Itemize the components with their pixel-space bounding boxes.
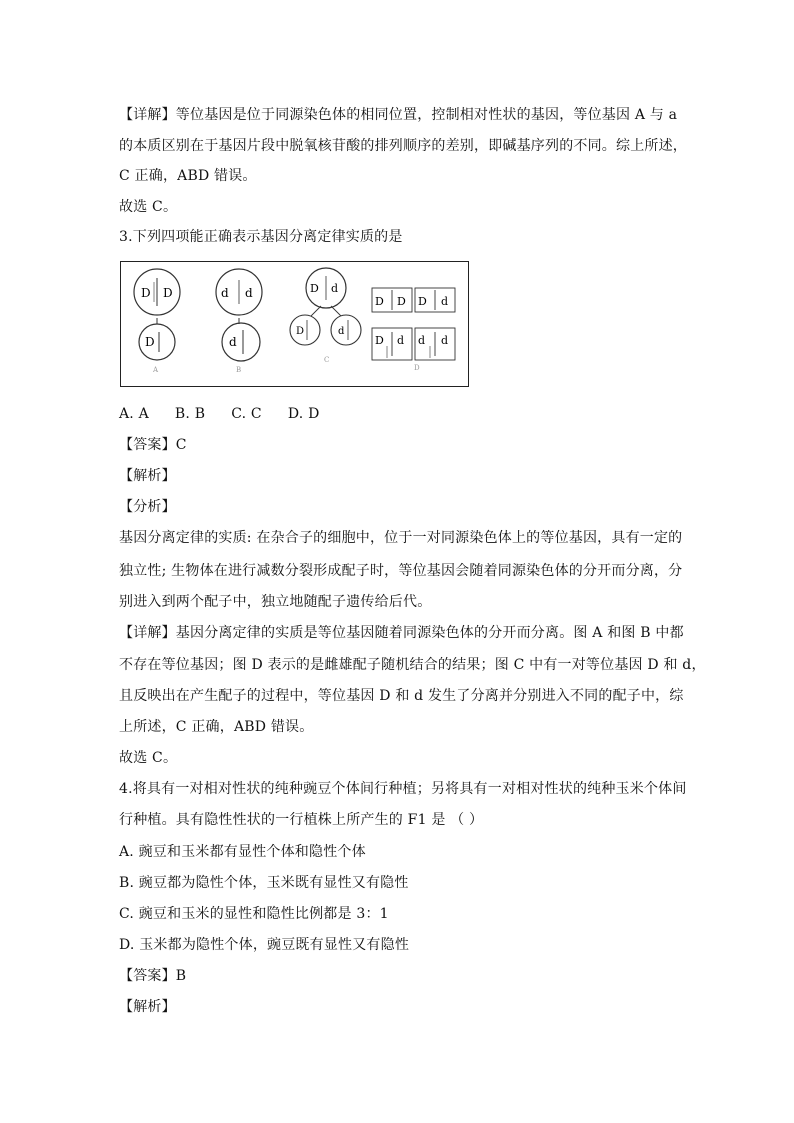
detail-3-line-3: 且反映出在产生配子的过程中，等位基因 D 和 d 发生了分离并分别进入不同的配子中，综 [119, 688, 684, 704]
figure-c-bottom-right: d [338, 326, 345, 337]
figure-d-cell-7: d [418, 334, 426, 347]
figure-c-top-left: D [310, 282, 319, 295]
option-c[interactable]: C. C [231, 406, 262, 422]
detail-3-line-2: 不存在等位基因；图 D 表示的是雌雄配子随机结合的结果；图 C 中有一对等位基因 D 和 d， [119, 657, 706, 673]
detail-line-3: C 正确，ABD 错误。 [119, 168, 257, 184]
detail-line-2: 的本质区别在于基因片段中脱氧核苷酸的排列顺序的差别，即碱基序列的不同。综上所述， [119, 138, 687, 154]
figure-a-label: A [153, 366, 159, 374]
figure-c-bottom-left: D [296, 326, 305, 337]
detail-3-line-1: 【详解】基因分离定律的实质是等位基因随着同源染色体的分开而分离。图 A 和图 B 中都 [119, 625, 684, 641]
conclusion-line: 故选 C。 [119, 199, 178, 215]
figure-a-top-left: D [141, 286, 151, 300]
chromosome-diagram [121, 262, 468, 386]
answer-label-3: 【答案】C [119, 437, 187, 453]
figure-panel-a [134, 269, 180, 360]
question-4-option-c[interactable]: C. 豌豆和玉米的显性和隐性比例都是 3：1 [119, 906, 389, 922]
analysis-line-1: 基因分离定律的实质: 在杂合子的细胞中，位于一对同源染色体上的等位基因，具有一定的 [119, 530, 683, 546]
figure-a-top-right: D [163, 286, 173, 300]
figure-c-top-right: d [331, 282, 339, 295]
figure-d-cell-2: D [397, 295, 406, 308]
figure-a-bottom: D [145, 335, 155, 349]
question-3-options [119, 404, 346, 424]
question-3-figure [120, 261, 469, 387]
question-4-option-d[interactable]: D. 玉米都为隐性个体，豌豆既有显性又有隐性 [119, 937, 410, 953]
question-4-stem-2: 行种植。具有隐性性状的一行植株上所产生的 F1 是 （ ） [119, 812, 484, 828]
conclusion-3: 故选 C。 [119, 750, 178, 766]
detail-line-1: 【详解】等位基因是位于同源染色体的相同位置，控制相对性状的基因，等位基因 A 与 a [119, 107, 678, 123]
question-3-stem: 3.下列四项能正确表示基因分离定律实质的是 [119, 229, 403, 245]
figure-d-cell-4: d [441, 295, 449, 308]
figure-d-cell-6: d [397, 334, 405, 347]
detail-3-line-4: 上所述，C 正确，ABD 错误。 [119, 719, 314, 735]
question-4-option-b[interactable]: B. 豌豆都为隐性个体，玉米既有显性又有隐性 [119, 875, 409, 891]
figure-c-label: C [324, 356, 330, 364]
analysis-line-3: 别进入到两个配子中，独立地随配子遗传给后代。 [119, 594, 432, 610]
figure-panel-b [216, 269, 262, 361]
analysis-label-3: 【解析】 [119, 468, 176, 484]
option-a[interactable]: A. A [119, 406, 149, 422]
option-d[interactable]: D. D [287, 406, 320, 422]
figure-b-bottom: d [229, 335, 237, 349]
question-4-option-a[interactable]: A. 豌豆和玉米都有显性个体和隐性个体 [119, 844, 366, 860]
figure-d-label: D [414, 364, 420, 372]
analysis-sub-label-3: 【分析】 [119, 499, 176, 515]
figure-b-top-right: d [245, 286, 253, 300]
answer-label-4: 【答案】B [119, 968, 187, 984]
question-4-stem-1: 4.将具有一对相对性状的纯种豌豆个体间行种植；另将具有一对相对性状的纯种玉米个体间 [119, 781, 687, 797]
analysis-line-2: 独立性; 生物体在进行减数分裂形成配子时，等位基因会随着同源染色体的分开而分离，分 [119, 563, 683, 579]
figure-b-label: B [236, 366, 242, 374]
figure-d-cell-3: D [418, 295, 427, 308]
figure-b-top-left: d [221, 286, 229, 300]
figure-d-cell-5: D [375, 334, 384, 347]
figure-d-cell-1: D [375, 295, 384, 308]
option-b[interactable]: B. B [174, 406, 206, 422]
analysis-label-4: 【解析】 [119, 999, 176, 1015]
figure-d-cell-8: d [441, 334, 449, 347]
